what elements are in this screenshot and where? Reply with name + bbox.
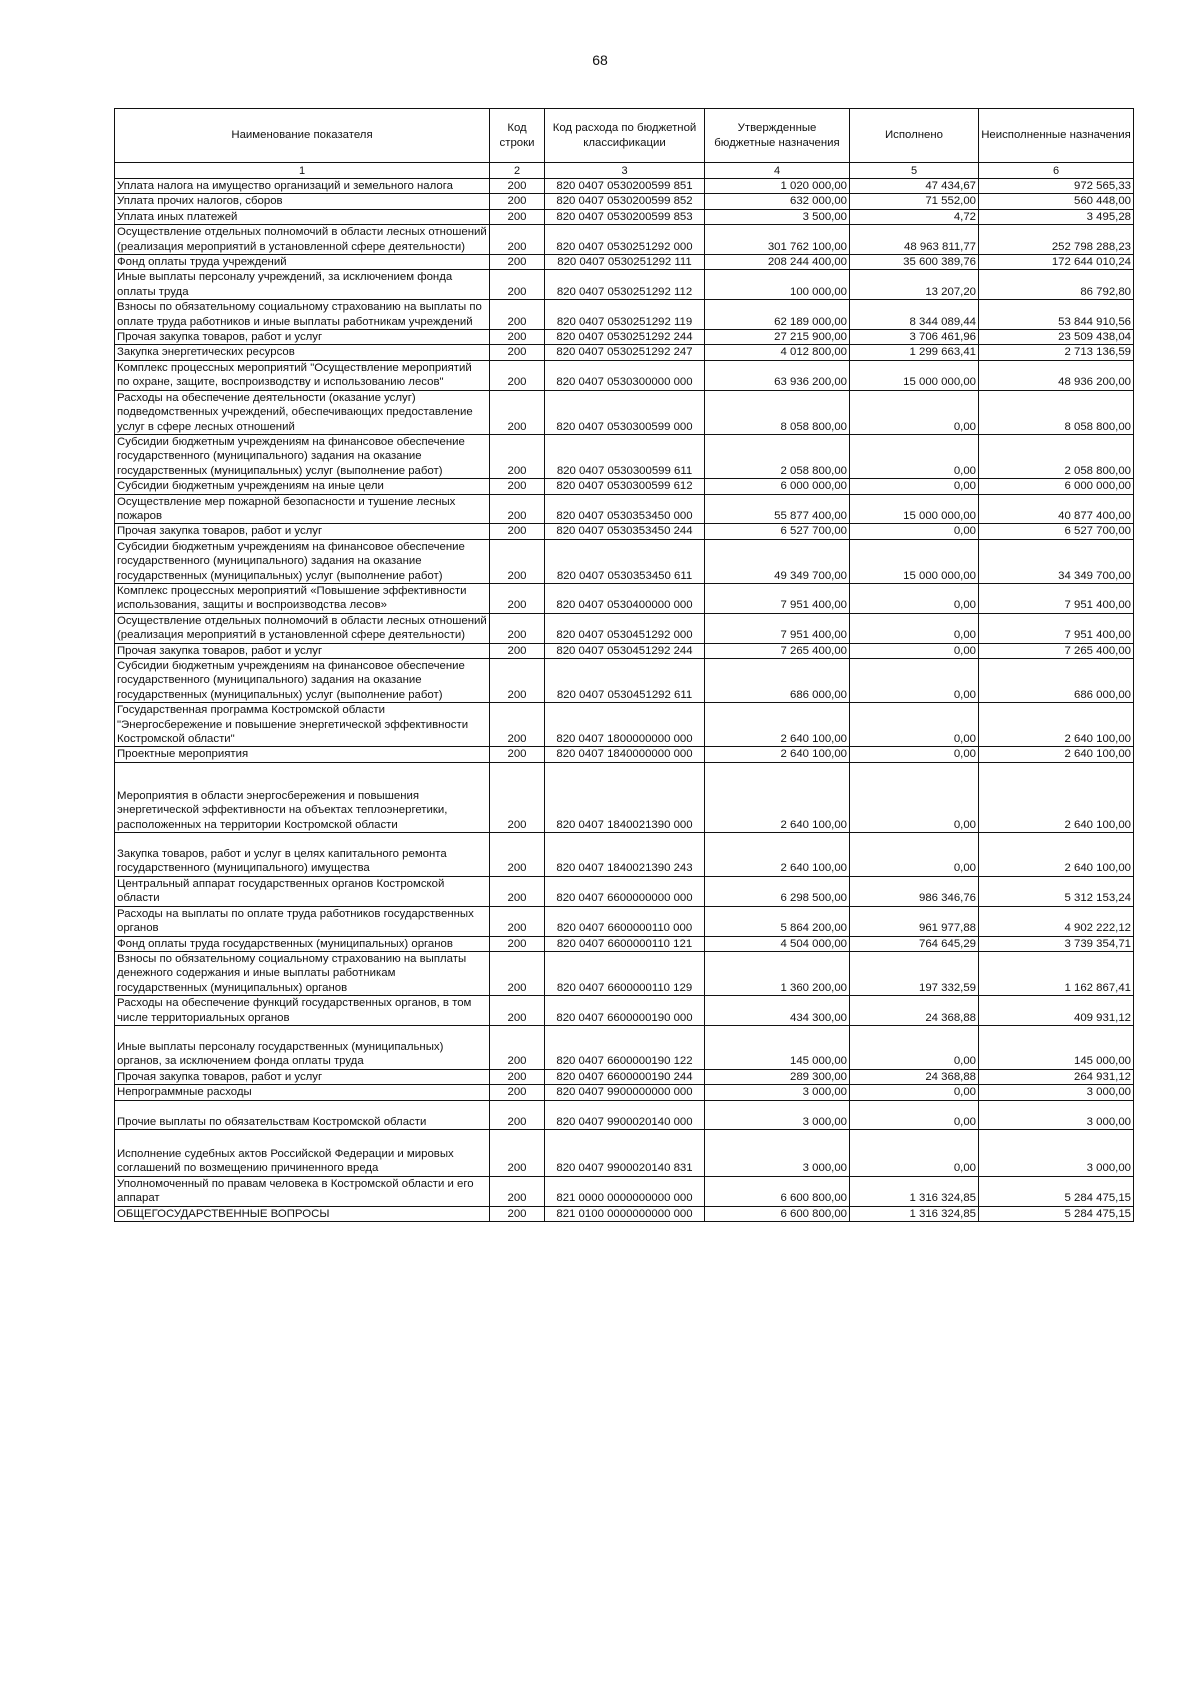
- cell-exec: 0,00: [850, 390, 979, 434]
- cell-code: 200: [490, 906, 545, 936]
- cell-name: Уполномоченный по правам человека в Костромской области и его аппарат: [115, 1176, 490, 1206]
- column-number-row: [115, 163, 1134, 179]
- table-row: [115, 1206, 1134, 1221]
- cell-unexec: 686 000,00: [979, 659, 1134, 703]
- table-row: [115, 1085, 1134, 1100]
- cell-code: 200: [490, 833, 545, 877]
- cell-class: 820 0407 0530251292 247: [545, 345, 705, 360]
- budget-execution-table: [114, 108, 1134, 1222]
- cell-name: Фонд оплаты труда учреждений: [115, 255, 490, 270]
- cell-exec: 15 000 000,00: [850, 539, 979, 583]
- cell-name: Иные выплаты персоналу государственных (муниципальных) органов, за исключением фонда оплаты труда: [115, 1025, 490, 1069]
- cell-plan: 5 864 200,00: [705, 906, 850, 936]
- cell-code: 200: [490, 524, 545, 539]
- cell-unexec: 8 058 800,00: [979, 390, 1134, 434]
- cell-exec: 0,00: [850, 703, 979, 747]
- cell-unexec: 172 644 010,24: [979, 255, 1134, 270]
- cell-plan: 1 360 200,00: [705, 951, 850, 995]
- cell-code: 200: [490, 703, 545, 747]
- cell-name: ОБЩЕГОСУДАРСТВЕННЫЕ ВОПРОСЫ: [115, 1206, 490, 1221]
- cell-name: Осуществление мер пожарной безопасности и тушение лесных пожаров: [115, 494, 490, 524]
- cell-exec: 47 434,67: [850, 179, 979, 194]
- cell-name: Фонд оплаты труда государственных (муниципальных) органов: [115, 936, 490, 951]
- cell-class: 821 0100 0000000000 000: [545, 1206, 705, 1221]
- cell-name: Расходы на обеспечение функций государственных органов, в том числе территориальных органов: [115, 996, 490, 1026]
- cell-class: 820 0407 0530353450 611: [545, 539, 705, 583]
- table-row: [115, 659, 1134, 703]
- table-row: [115, 539, 1134, 583]
- table-row: [115, 951, 1134, 995]
- cell-class: 820 0407 0530353450 000: [545, 494, 705, 524]
- cell-class: 820 0407 6600000190 244: [545, 1069, 705, 1084]
- cell-unexec: 2 640 100,00: [979, 703, 1134, 747]
- cell-code: 200: [490, 613, 545, 643]
- cell-class: 820 0407 9900020140 831: [545, 1129, 705, 1176]
- table-row: [115, 225, 1134, 255]
- cell-unexec: 2 640 100,00: [979, 747, 1134, 762]
- column-number: 6: [979, 163, 1134, 179]
- cell-exec: 48 963 811,77: [850, 225, 979, 255]
- cell-class: 820 0407 0530251292 119: [545, 300, 705, 330]
- cell-exec: 1 316 324,85: [850, 1176, 979, 1206]
- cell-plan: 6 600 800,00: [705, 1206, 850, 1221]
- cell-plan: 301 762 100,00: [705, 225, 850, 255]
- table-row: [115, 936, 1134, 951]
- cell-unexec: 5 284 475,15: [979, 1176, 1134, 1206]
- cell-unexec: 34 349 700,00: [979, 539, 1134, 583]
- cell-name: Прочая закупка товаров, работ и услуг: [115, 524, 490, 539]
- header-unexec: Неисполненные назначения: [979, 109, 1134, 163]
- cell-exec: 24 368,88: [850, 996, 979, 1026]
- cell-exec: 0,00: [850, 479, 979, 494]
- table-row: [115, 703, 1134, 747]
- cell-class: 820 0407 0530200599 852: [545, 194, 705, 209]
- cell-unexec: 3 000,00: [979, 1100, 1134, 1129]
- cell-class: 820 0407 0530251292 244: [545, 330, 705, 345]
- column-number: 2: [490, 163, 545, 179]
- cell-code: 200: [490, 659, 545, 703]
- cell-code: 200: [490, 255, 545, 270]
- table-row: [115, 613, 1134, 643]
- cell-plan: 686 000,00: [705, 659, 850, 703]
- table-row: [115, 345, 1134, 360]
- cell-name: Иные выплаты персоналу учреждений, за исключением фонда оплаты труда: [115, 270, 490, 300]
- cell-name: Уплата прочих налогов, сборов: [115, 194, 490, 209]
- table-row: [115, 479, 1134, 494]
- cell-class: 820 0407 0530451292 000: [545, 613, 705, 643]
- cell-plan: 2 058 800,00: [705, 434, 850, 478]
- cell-name: Субсидии бюджетным учреждениям на финансовое обеспечение государственного (муниципального) задания на оказание государственных (муниципальных) услуг (выполнение работ): [115, 539, 490, 583]
- cell-exec: 0,00: [850, 659, 979, 703]
- cell-name: Уплата иных платежей: [115, 209, 490, 224]
- cell-unexec: 5 312 153,24: [979, 876, 1134, 906]
- cell-name: Прочая закупка товаров, работ и услуг: [115, 1069, 490, 1084]
- table-row: [115, 876, 1134, 906]
- cell-code: 200: [490, 1100, 545, 1129]
- cell-unexec: 7 265 400,00: [979, 643, 1134, 658]
- cell-class: 820 0407 6600000110 129: [545, 951, 705, 995]
- cell-unexec: 972 565,33: [979, 179, 1134, 194]
- cell-exec: 0,00: [850, 1025, 979, 1069]
- cell-code: 200: [490, 762, 545, 832]
- cell-exec: 71 552,00: [850, 194, 979, 209]
- cell-code: 200: [490, 494, 545, 524]
- table-row: [115, 194, 1134, 209]
- cell-exec: 15 000 000,00: [850, 360, 979, 390]
- cell-exec: 35 600 389,76: [850, 255, 979, 270]
- cell-code: 200: [490, 1176, 545, 1206]
- cell-name: Закупка товаров, работ и услуг в целях капитального ремонта государственного (муниципального) имущества: [115, 833, 490, 877]
- table-row: [115, 494, 1134, 524]
- table-row: [115, 1129, 1134, 1176]
- table-row: [115, 762, 1134, 832]
- cell-unexec: 53 844 910,56: [979, 300, 1134, 330]
- cell-unexec: 48 936 200,00: [979, 360, 1134, 390]
- cell-class: 820 0407 0530451292 611: [545, 659, 705, 703]
- cell-exec: 13 207,20: [850, 270, 979, 300]
- cell-code: 200: [490, 1085, 545, 1100]
- cell-plan: 3 000,00: [705, 1129, 850, 1176]
- cell-plan: 62 189 000,00: [705, 300, 850, 330]
- table-row: [115, 833, 1134, 877]
- table-row: [115, 209, 1134, 224]
- cell-plan: 289 300,00: [705, 1069, 850, 1084]
- header-code: Код строки: [490, 109, 545, 163]
- cell-code: 200: [490, 225, 545, 255]
- cell-plan: 27 215 900,00: [705, 330, 850, 345]
- cell-code: 200: [490, 479, 545, 494]
- cell-class: 820 0407 0530353450 244: [545, 524, 705, 539]
- cell-name: Непрограммные расходы: [115, 1085, 490, 1100]
- cell-plan: 7 951 400,00: [705, 583, 850, 613]
- cell-plan: 7 951 400,00: [705, 613, 850, 643]
- cell-unexec: 252 798 288,23: [979, 225, 1134, 255]
- cell-plan: 2 640 100,00: [705, 747, 850, 762]
- cell-name: Осуществление отдельных полномочий в области лесных отношений (реализация мероприятий в установленной сфере деятельности): [115, 613, 490, 643]
- cell-exec: 0,00: [850, 434, 979, 478]
- cell-exec: 1 316 324,85: [850, 1206, 979, 1221]
- cell-code: 200: [490, 643, 545, 658]
- table-row: [115, 996, 1134, 1026]
- cell-exec: 0,00: [850, 524, 979, 539]
- cell-plan: 2 640 100,00: [705, 703, 850, 747]
- cell-name: Субсидии бюджетным учреждениям на финансовое обеспечение государственного (муниципального) задания на оказание государственных (муниципальных) услуг (выполнение работ): [115, 659, 490, 703]
- cell-exec: 24 368,88: [850, 1069, 979, 1084]
- cell-unexec: 3 000,00: [979, 1085, 1134, 1100]
- cell-class: 820 0407 0530300599 611: [545, 434, 705, 478]
- cell-plan: 7 265 400,00: [705, 643, 850, 658]
- cell-plan: 2 640 100,00: [705, 833, 850, 877]
- cell-code: 200: [490, 539, 545, 583]
- cell-plan: 3 000,00: [705, 1085, 850, 1100]
- cell-unexec: 2 640 100,00: [979, 762, 1134, 832]
- cell-name: Прочая закупка товаров, работ и услуг: [115, 330, 490, 345]
- page-number: 68: [592, 52, 608, 68]
- cell-name: Проектные мероприятия: [115, 747, 490, 762]
- cell-class: 820 0407 0530251292 112: [545, 270, 705, 300]
- cell-exec: 0,00: [850, 1085, 979, 1100]
- cell-class: 820 0407 6600000000 000: [545, 876, 705, 906]
- cell-name: Закупка энергетических ресурсов: [115, 345, 490, 360]
- cell-name: Исполнение судебных актов Российской Федерации и мировых соглашений по возмещению причиненного вреда: [115, 1129, 490, 1176]
- cell-exec: 764 645,29: [850, 936, 979, 951]
- cell-unexec: 7 951 400,00: [979, 613, 1134, 643]
- cell-exec: 0,00: [850, 1100, 979, 1129]
- cell-plan: 55 877 400,00: [705, 494, 850, 524]
- cell-code: 200: [490, 434, 545, 478]
- cell-class: 820 0407 0530300599 000: [545, 390, 705, 434]
- cell-plan: 3 000,00: [705, 1100, 850, 1129]
- header-name: Наименование показателя: [115, 109, 490, 163]
- cell-name: Комплекс процессных мероприятий "Осуществление мероприятий по охране, защите, воспроизводству и использованию лесов": [115, 360, 490, 390]
- cell-name: Расходы на выплаты по оплате труда работников государственных органов: [115, 906, 490, 936]
- cell-exec: 0,00: [850, 643, 979, 658]
- cell-plan: 6 600 800,00: [705, 1176, 850, 1206]
- cell-code: 200: [490, 270, 545, 300]
- cell-class: 820 0407 9900000000 000: [545, 1085, 705, 1100]
- cell-name: Прочая закупка товаров, работ и услуг: [115, 643, 490, 658]
- budget-table-container: [114, 108, 1134, 1222]
- cell-plan: 6 000 000,00: [705, 479, 850, 494]
- cell-code: 200: [490, 747, 545, 762]
- cell-code: 200: [490, 300, 545, 330]
- cell-name: Комплекс процессных мероприятий «Повышение эффективности использования, защиты и воспроизводства лесов»: [115, 583, 490, 613]
- cell-name: Прочие выплаты по обязательствам Костромской области: [115, 1100, 490, 1129]
- table-row: [115, 643, 1134, 658]
- cell-unexec: 2 058 800,00: [979, 434, 1134, 478]
- cell-unexec: 409 931,12: [979, 996, 1134, 1026]
- cell-unexec: 40 877 400,00: [979, 494, 1134, 524]
- cell-name: Мероприятия в области энергосбережения и повышения энергетической эффективности на объектах теплоэнергетики, расположенных на территории Костромской области: [115, 762, 490, 832]
- table-body: [115, 179, 1134, 1222]
- cell-plan: 4 012 800,00: [705, 345, 850, 360]
- table-row: [115, 1069, 1134, 1084]
- cell-exec: 0,00: [850, 1129, 979, 1176]
- cell-class: 820 0407 6600000110 121: [545, 936, 705, 951]
- table-row: [115, 583, 1134, 613]
- table-row: [115, 906, 1134, 936]
- cell-plan: 208 244 400,00: [705, 255, 850, 270]
- cell-unexec: 6 527 700,00: [979, 524, 1134, 539]
- cell-exec: 1 299 663,41: [850, 345, 979, 360]
- cell-code: 200: [490, 951, 545, 995]
- cell-exec: 961 977,88: [850, 906, 979, 936]
- cell-code: 200: [490, 583, 545, 613]
- cell-name: Субсидии бюджетным учреждениям на иные цели: [115, 479, 490, 494]
- cell-exec: 15 000 000,00: [850, 494, 979, 524]
- cell-plan: 145 000,00: [705, 1025, 850, 1069]
- cell-plan: 1 020 000,00: [705, 179, 850, 194]
- header-row: [115, 109, 1134, 163]
- table-row: [115, 524, 1134, 539]
- cell-class: 820 0407 0530200599 853: [545, 209, 705, 224]
- cell-class: 820 0407 1840000000 000: [545, 747, 705, 762]
- cell-unexec: 1 162 867,41: [979, 951, 1134, 995]
- cell-name: Взносы по обязательному социальному страхованию на выплаты денежного содержания и иные выплаты работникам государственных (муниципальных) органов: [115, 951, 490, 995]
- cell-name: Расходы на обеспечение деятельности (оказание услуг) подведомственных учреждений, обеспечивающих предоставление услуг в сфере лесных отношений: [115, 390, 490, 434]
- cell-exec: 0,00: [850, 762, 979, 832]
- cell-code: 200: [490, 1025, 545, 1069]
- cell-code: 200: [490, 360, 545, 390]
- cell-plan: 63 936 200,00: [705, 360, 850, 390]
- cell-exec: 0,00: [850, 583, 979, 613]
- cell-class: 820 0407 9900020140 000: [545, 1100, 705, 1129]
- table-row: [115, 1100, 1134, 1129]
- cell-plan: 8 058 800,00: [705, 390, 850, 434]
- cell-unexec: 86 792,80: [979, 270, 1134, 300]
- cell-exec: 197 332,59: [850, 951, 979, 995]
- cell-class: 820 0407 1840021390 000: [545, 762, 705, 832]
- cell-name: Уплата налога на имущество организаций и земельного налога: [115, 179, 490, 194]
- cell-name: Субсидии бюджетным учреждениям на финансовое обеспечение государственного (муниципального) задания на оказание государственных (муниципальных) услуг (выполнение работ): [115, 434, 490, 478]
- cell-unexec: 4 902 222,12: [979, 906, 1134, 936]
- cell-code: 200: [490, 1206, 545, 1221]
- cell-class: 820 0407 6600000190 122: [545, 1025, 705, 1069]
- cell-name: Государственная программа Костромской области "Энергосбережение и повышение энергетической эффективности Костромской области": [115, 703, 490, 747]
- cell-code: 200: [490, 1069, 545, 1084]
- cell-class: 820 0407 0530300599 612: [545, 479, 705, 494]
- cell-exec: 3 706 461,96: [850, 330, 979, 345]
- cell-unexec: 2 640 100,00: [979, 833, 1134, 877]
- cell-plan: 100 000,00: [705, 270, 850, 300]
- cell-unexec: 264 931,12: [979, 1069, 1134, 1084]
- cell-class: 820 0407 0530451292 244: [545, 643, 705, 658]
- cell-plan: 2 640 100,00: [705, 762, 850, 832]
- cell-plan: 3 500,00: [705, 209, 850, 224]
- table-row: [115, 1025, 1134, 1069]
- table-row: [115, 179, 1134, 194]
- cell-plan: 434 300,00: [705, 996, 850, 1026]
- cell-class: 820 0407 0530251292 000: [545, 225, 705, 255]
- column-number: 1: [115, 163, 490, 179]
- table-row: [115, 300, 1134, 330]
- cell-unexec: 23 509 438,04: [979, 330, 1134, 345]
- cell-class: 821 0000 0000000000 000: [545, 1176, 705, 1206]
- header-exec: Исполнено: [850, 109, 979, 163]
- cell-exec: 4,72: [850, 209, 979, 224]
- cell-plan: 6 527 700,00: [705, 524, 850, 539]
- table-row: [115, 255, 1134, 270]
- cell-name: Взносы по обязательному социальному страхованию на выплаты по оплате труда работников и иные выплаты работникам учреждений: [115, 300, 490, 330]
- cell-plan: 4 504 000,00: [705, 936, 850, 951]
- cell-exec: 0,00: [850, 747, 979, 762]
- cell-exec: 986 346,76: [850, 876, 979, 906]
- cell-unexec: 3 495,28: [979, 209, 1134, 224]
- table-row: [115, 270, 1134, 300]
- cell-exec: 0,00: [850, 833, 979, 877]
- cell-code: 200: [490, 209, 545, 224]
- cell-class: 820 0407 6600000190 000: [545, 996, 705, 1026]
- column-number: 5: [850, 163, 979, 179]
- cell-code: 200: [490, 345, 545, 360]
- cell-class: 820 0407 0530200599 851: [545, 179, 705, 194]
- cell-code: 200: [490, 1129, 545, 1176]
- cell-class: 820 0407 6600000110 000: [545, 906, 705, 936]
- cell-code: 200: [490, 390, 545, 434]
- cell-code: 200: [490, 996, 545, 1026]
- cell-class: 820 0407 0530300000 000: [545, 360, 705, 390]
- cell-plan: 49 349 700,00: [705, 539, 850, 583]
- cell-unexec: 6 000 000,00: [979, 479, 1134, 494]
- cell-code: 200: [490, 179, 545, 194]
- cell-unexec: 7 951 400,00: [979, 583, 1134, 613]
- cell-name: Осуществление отдельных полномочий в области лесных отношений (реализация мероприятий в установленной сфере деятельности): [115, 225, 490, 255]
- table-row: [115, 747, 1134, 762]
- header-class: Код расхода по бюджетной классификации: [545, 109, 705, 163]
- cell-class: 820 0407 0530251292 111: [545, 255, 705, 270]
- column-number: 3: [545, 163, 705, 179]
- cell-code: 200: [490, 936, 545, 951]
- cell-class: 820 0407 1840021390 243: [545, 833, 705, 877]
- table-row: [115, 390, 1134, 434]
- table-row: [115, 434, 1134, 478]
- cell-code: 200: [490, 194, 545, 209]
- cell-code: 200: [490, 330, 545, 345]
- table-row: [115, 330, 1134, 345]
- cell-unexec: 2 713 136,59: [979, 345, 1134, 360]
- cell-class: 820 0407 0530400000 000: [545, 583, 705, 613]
- cell-name: Центральный аппарат государственных органов Костромской области: [115, 876, 490, 906]
- cell-unexec: 560 448,00: [979, 194, 1134, 209]
- cell-plan: 632 000,00: [705, 194, 850, 209]
- cell-unexec: 3 739 354,71: [979, 936, 1134, 951]
- cell-class: 820 0407 1800000000 000: [545, 703, 705, 747]
- cell-exec: 0,00: [850, 613, 979, 643]
- header-plan: Утвержденные бюджетные назначения: [705, 109, 850, 163]
- cell-unexec: 5 284 475,15: [979, 1206, 1134, 1221]
- table-row: [115, 1176, 1134, 1206]
- cell-exec: 8 344 089,44: [850, 300, 979, 330]
- table-row: [115, 360, 1134, 390]
- cell-unexec: 145 000,00: [979, 1025, 1134, 1069]
- column-number: 4: [705, 163, 850, 179]
- cell-unexec: 3 000,00: [979, 1129, 1134, 1176]
- cell-plan: 6 298 500,00: [705, 876, 850, 906]
- cell-code: 200: [490, 876, 545, 906]
